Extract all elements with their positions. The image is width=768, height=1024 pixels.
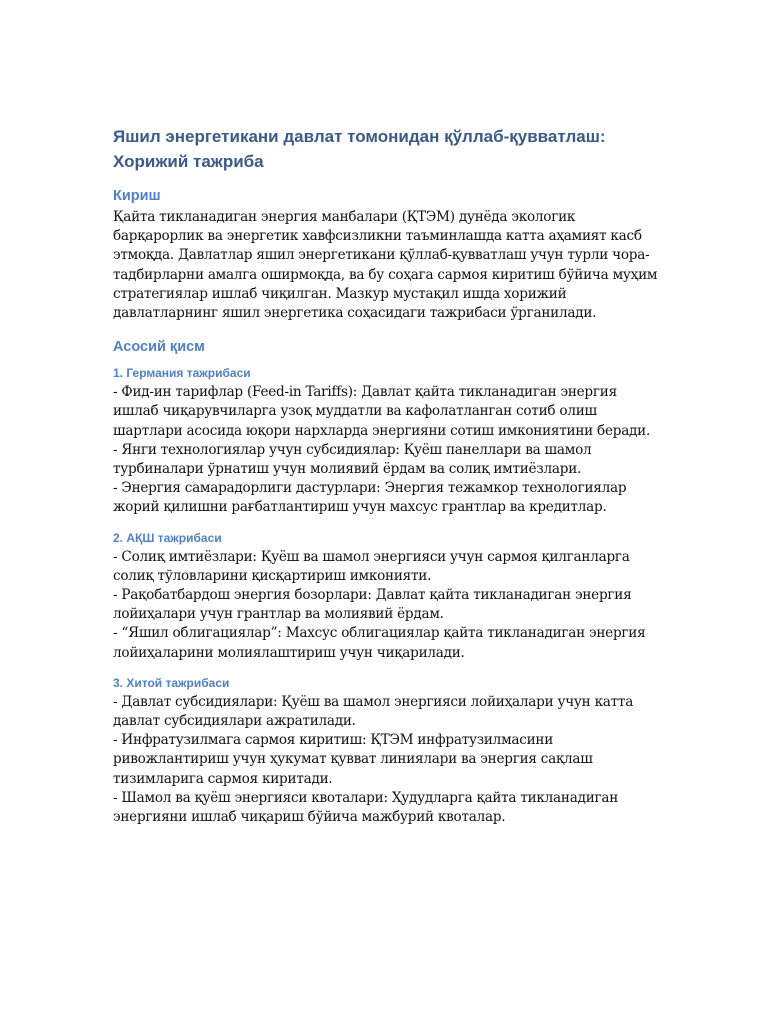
document-title: Яшил энергетикани давлат томонидан қўллаб-қувватлаш: Хорижий тажриба: [113, 127, 606, 171]
list-item: - Янги технологиялар учун субсидиялар: Қуёш панеллари ва шамол турбиналари ўрнатиш учун молиявий ёрдам ва солиқ имтиёзлари.: [113, 441, 592, 478]
list-item: - Энергия самарадорлиги дастурлари: Энергия тежамкор технологиялар жорий қилишни рағбатлантириш учун махсус грантлар ва кредитлар.: [113, 480, 627, 516]
list-item: - Солиқ имтиёзлари: Қуёш ва шамол энергияси учун сармоя қилганларга солиқ тўловларини қисқартириш имконияти.: [113, 548, 630, 584]
section-germany: [113, 365, 658, 517]
document-page: [113, 124, 658, 827]
section-china: [113, 675, 658, 827]
main-part-heading: Асосий қисм: [113, 339, 205, 356]
section-usa: [113, 530, 658, 663]
list-item: - Фид-ин тарифлар (Feed-in Tariffs): Давлат қайта тикланадиган энергия ишлаб чиқарувчиларга узоқ муддатли ва кафолатланган сотиб олиш шартлари асосида юқори нархларда энергияни сотиш имкониятини беради.: [113, 384, 651, 439]
section-heading: 3. Хитой тажрибаси: [113, 675, 230, 690]
section-heading: 2. АҚШ тажрибаси: [113, 530, 222, 545]
list-item: - “Яшил облигациялар”: Махсус облигациялар қайта тикланадиган энергия лойиҳаларини молиялаштириш учун чиқарилади.: [113, 625, 646, 661]
list-item: - Рақобатбардош энергия бозорлари: Давлат қайта тикланадиган энергия лойиҳалари учун грантлар ва молиявий ёрдам.: [113, 587, 632, 623]
list-item: - Давлат субсидиялари: Қуёш ва шамол энергияси лойиҳалари учун катта давлат субсидиялари ажратилади.: [113, 693, 634, 730]
intro-heading: Кириш: [113, 188, 161, 204]
section-heading: 1. Германия тажрибаси: [113, 366, 251, 381]
intro-paragraph: Қайта тикланадиган энергия манбалари (ҚТЭМ) дунёда экологик барқарорлик ва энергетик хавфсизликни таъминлашда катта аҳамият касб этмоқда. Давлатлар яшил энергетикани қўллаб-қувватлаш учун турли чора-тадбирларни амалга оширмоқда, ва бу соҳага сармоя киритиш бўйича муҳим стратегиялар ишлаб чиқилган. Мазкур мустақил ишда хорижий давлатларнинг яшил энергетика соҳасидаги тажрибаси ўрганилади.: [113, 209, 658, 322]
list-item: - Инфратузилмага сармоя киритиш: ҚТЭМ инфратузилмасини ривожлантириш учун ҳукумат қувват линиялари ва энергия сақлаш тизимларига сармоя киритади.: [113, 732, 593, 787]
list-item: - Шамол ва қуёш энергияси квоталари: Ҳудудларга қайта тикланадиган энергияни ишлаб чиқариш бўйича мажбурий квоталар.: [113, 789, 619, 826]
